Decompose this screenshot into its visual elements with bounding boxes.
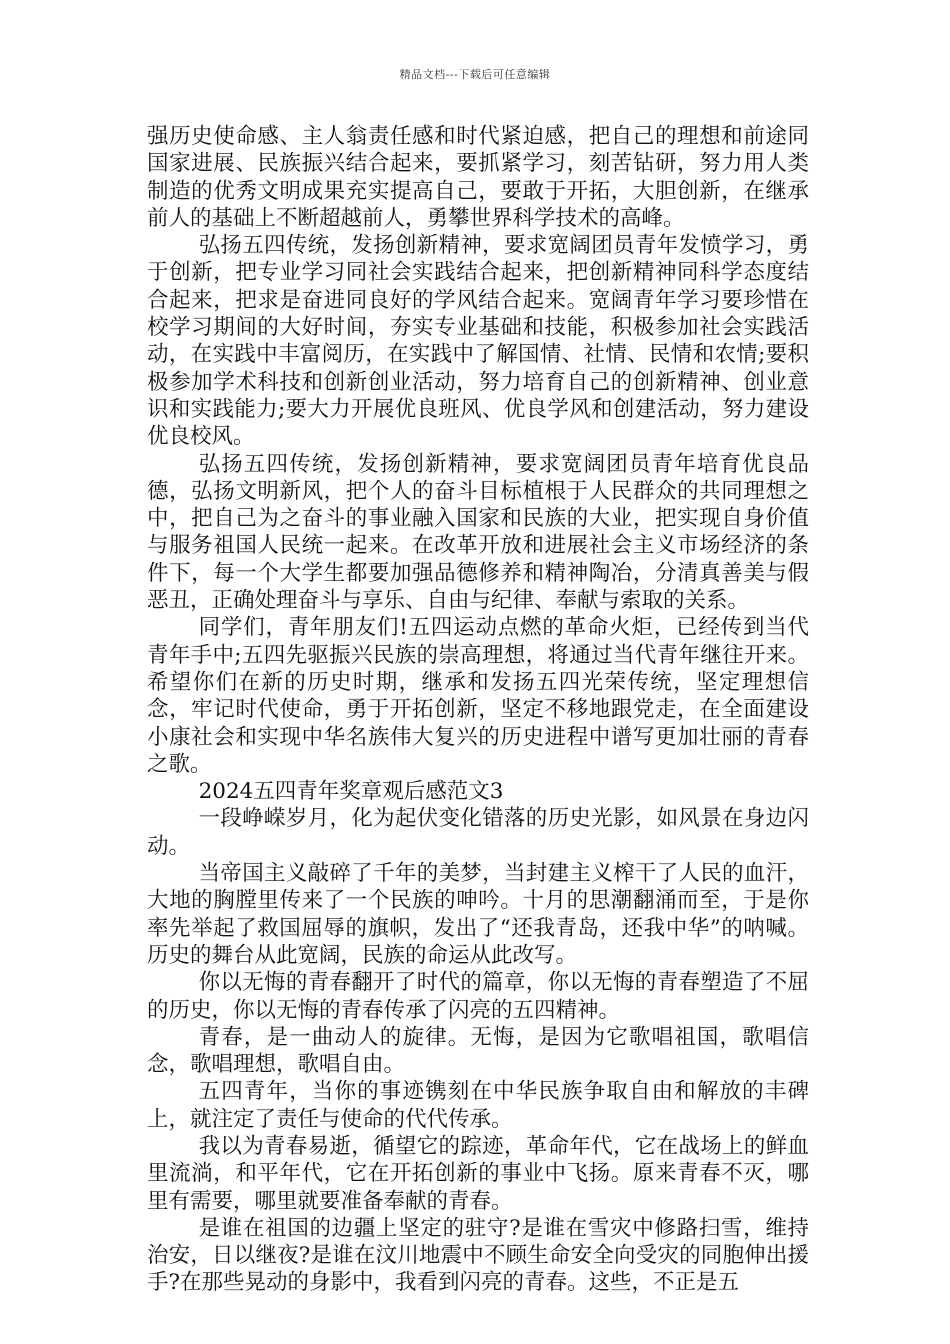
paragraph-youth-eternal: 我以为青春易逝，循望它的踪迹，革命年代，它在战场上的鲜血里流淌，和平年代，它在开拓创新的事业中飞扬。原来青春不灭，哪里有需要，哪里就要准备奉献的青春。 [147,1133,809,1214]
page-header: 精品文档---下载后可任意编辑 [399,68,551,81]
paragraph-closing-appeal: 同学们，青年朋友们!五四运动点燃的革命火炬，已经传到当代青年手中;五四先驱振兴民族的崇高理想，将通过当代青年继往开来。希望你们在新的历史时期，继承和发扬五四光荣传统，坚定理想信念，牢记时代使命，勇于开拓创新，坚定不移地跟党走，在全面建设小康社会和实现中华名族伟大复兴的历史进程中谱写更加壮丽的青春之歌。 [147,615,809,777]
paragraph-moral-character: 弘扬五四传统，发扬创新精神，要求宽阔团员青年培育优良品德，弘扬文明新风，把个人的奋斗目标植根于人民群众的共同理想之中，把自己为之奋斗的事业融入国家和民族的大业，把实现自身价值与服务祖国人民统一起来。在改革开放和进展社会主义市场经济的条件下，每一个大学生都要加强品德修养和精神陶冶，分清真善美与假恶丑，正确处理奋斗与享乐、自由与纪律、奉献与索取的关系。 [147,451,809,614]
document-body [147,123,809,1297]
paragraph-may-fourth-youth: 五四青年，当你的事迹镌刻在中华民族争取自由和解放的丰碑上，就注定了责任与使命的代代传承。 [147,1079,809,1132]
paragraph-study-innovation: 弘扬五四传统，发扬创新精神，要求宽阔团员青年发愤学习，勇于创新，把专业学习同社会实践结合起来，把创新精神同科学态度结合起来，把求是奋进同良好的学风结合起来。宽阔青年学习要珍惜在校学习期间的大好时间，夯实专业基础和技能，积极参加社会实践活动，在实践中丰富阅历，在实践中了解国情、社情、民情和农情;要积极参加学术科技和创新创业活动，努力培育自己的创新精神、创业意识和实践能力;要大力开展优良班风、优良学风和创建活动，努力建设优良校风。 [147,233,809,450]
paragraph-who-guards: 是谁在祖国的边疆上坚定的驻守?是谁在雪灾中修路扫雪，维持治安，日以继夜?是谁在汶川地震中不顾生命安全向受灾的同胞伸出援手?在那些晃动的身影中，我看到闪亮的青春。这些，不正是五 [147,1215,809,1296]
paragraph-imperialism: 当帝国主义敲碎了千年的美梦，当封建主义榨干了人民的血汗，大地的胸膛里传来了一个民族的呻吟。十月的思潮翻涌而至，于是你率先举起了救国屈辱的旗帜，发出了“还我青岛，还我中华”的呐喊。历史的舞台从此宽阔，民族的命运从此改写。 [147,861,809,968]
paragraph-no-regret-youth: 你以无悔的青春翻开了时代的篇章，你以无悔的青春塑造了不屈的历史，你以无悔的青春传承了闪亮的五四精神。 [147,970,809,1023]
paragraph-historical-light: 一段峥嵘岁月，化为起伏变化错落的历史光影，如风景在身边闪动。 [147,806,809,859]
paragraph-continued: 强历史使命感、主人翁责任感和时代紧迫感，把自己的理想和前途同国家进展、民族振兴结合起来，要抓紧学习，刻苦钻研，努力用人类制造的优秀文明成果充实提高自己，要敢于开拓，大胆创新，在继承前人的基础上不断超越前人，勇攀世界科学技术的高峰。 [147,124,809,231]
paragraph-youth-melody: 青春，是一曲动人的旋律。无悔，是因为它歌唱祖国，歌唱信念，歌唱理想，歌唱自由。 [147,1024,809,1078]
section-heading: 2024五四青年奖章观后感范文3 [198,779,504,805]
